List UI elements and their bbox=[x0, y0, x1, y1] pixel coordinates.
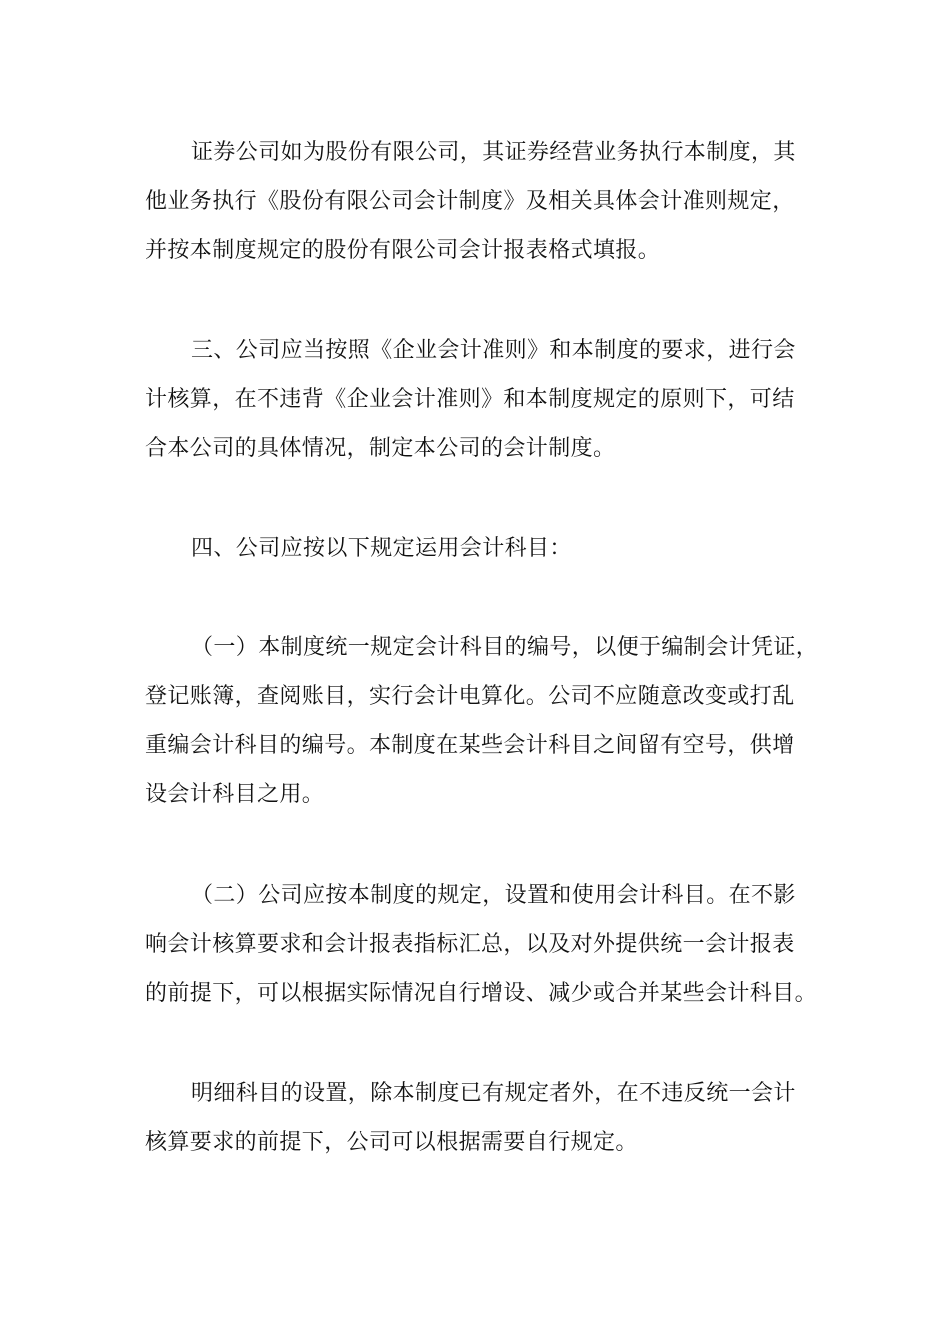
text-line: （一）本制度统一规定会计科目的编号，以便于编制会计凭证， bbox=[191, 635, 819, 660]
text-line: 响会计核算要求和会计报表指标汇总，以及对外提供统一会计报表 bbox=[145, 932, 795, 957]
text-line: （二）公司应按本制度的规定，设置和使用会计科目。在不影 bbox=[191, 883, 796, 908]
text-line: 证券公司如为股份有限公司，其证券经营业务执行本制度，其 bbox=[191, 140, 796, 165]
text-line: 设会计科目之用。 bbox=[145, 782, 325, 807]
paragraph-detail-accounts bbox=[145, 1069, 810, 1167]
paragraph-item-two bbox=[145, 871, 818, 1018]
text-line: 计核算，在不违背《企业会计准则》和本制度规定的原则下，可结 bbox=[145, 387, 795, 412]
paragraph-securities-company bbox=[145, 128, 810, 275]
paragraph-section-four bbox=[145, 524, 810, 573]
paragraph-item-one bbox=[145, 623, 819, 819]
text-line: 合本公司的具体情况，制定本公司的会计制度。 bbox=[145, 436, 616, 461]
text-line: 核算要求的前提下，公司可以根据需要自行规定。 bbox=[145, 1130, 638, 1155]
text-line: 四、公司应按以下规定运用会计科目： bbox=[191, 536, 572, 561]
text-line: 三、公司应当按照《企业会计准则》和本制度的要求，进行会 bbox=[191, 338, 796, 363]
text-line: 并按本制度规定的股份有限公司会计报表格式填报。 bbox=[145, 238, 661, 263]
paragraph-section-three bbox=[145, 326, 810, 473]
text-line: 的前提下，可以根据实际情况自行增设、减少或合并某些会计科目。 bbox=[145, 981, 818, 1006]
text-line: 重编会计科目的编号。本制度在某些会计科目之间留有空号，供增 bbox=[145, 733, 795, 758]
text-line: 登记账簿，查阅账目，实行会计电算化。公司不应随意改变或打乱 bbox=[145, 684, 795, 709]
text-line: 他业务执行《股份有限公司会计制度》及相关具体会计准则规定， bbox=[145, 189, 795, 214]
text-line: 明细科目的设置，除本制度已有规定者外，在不违反统一会计 bbox=[191, 1081, 796, 1106]
